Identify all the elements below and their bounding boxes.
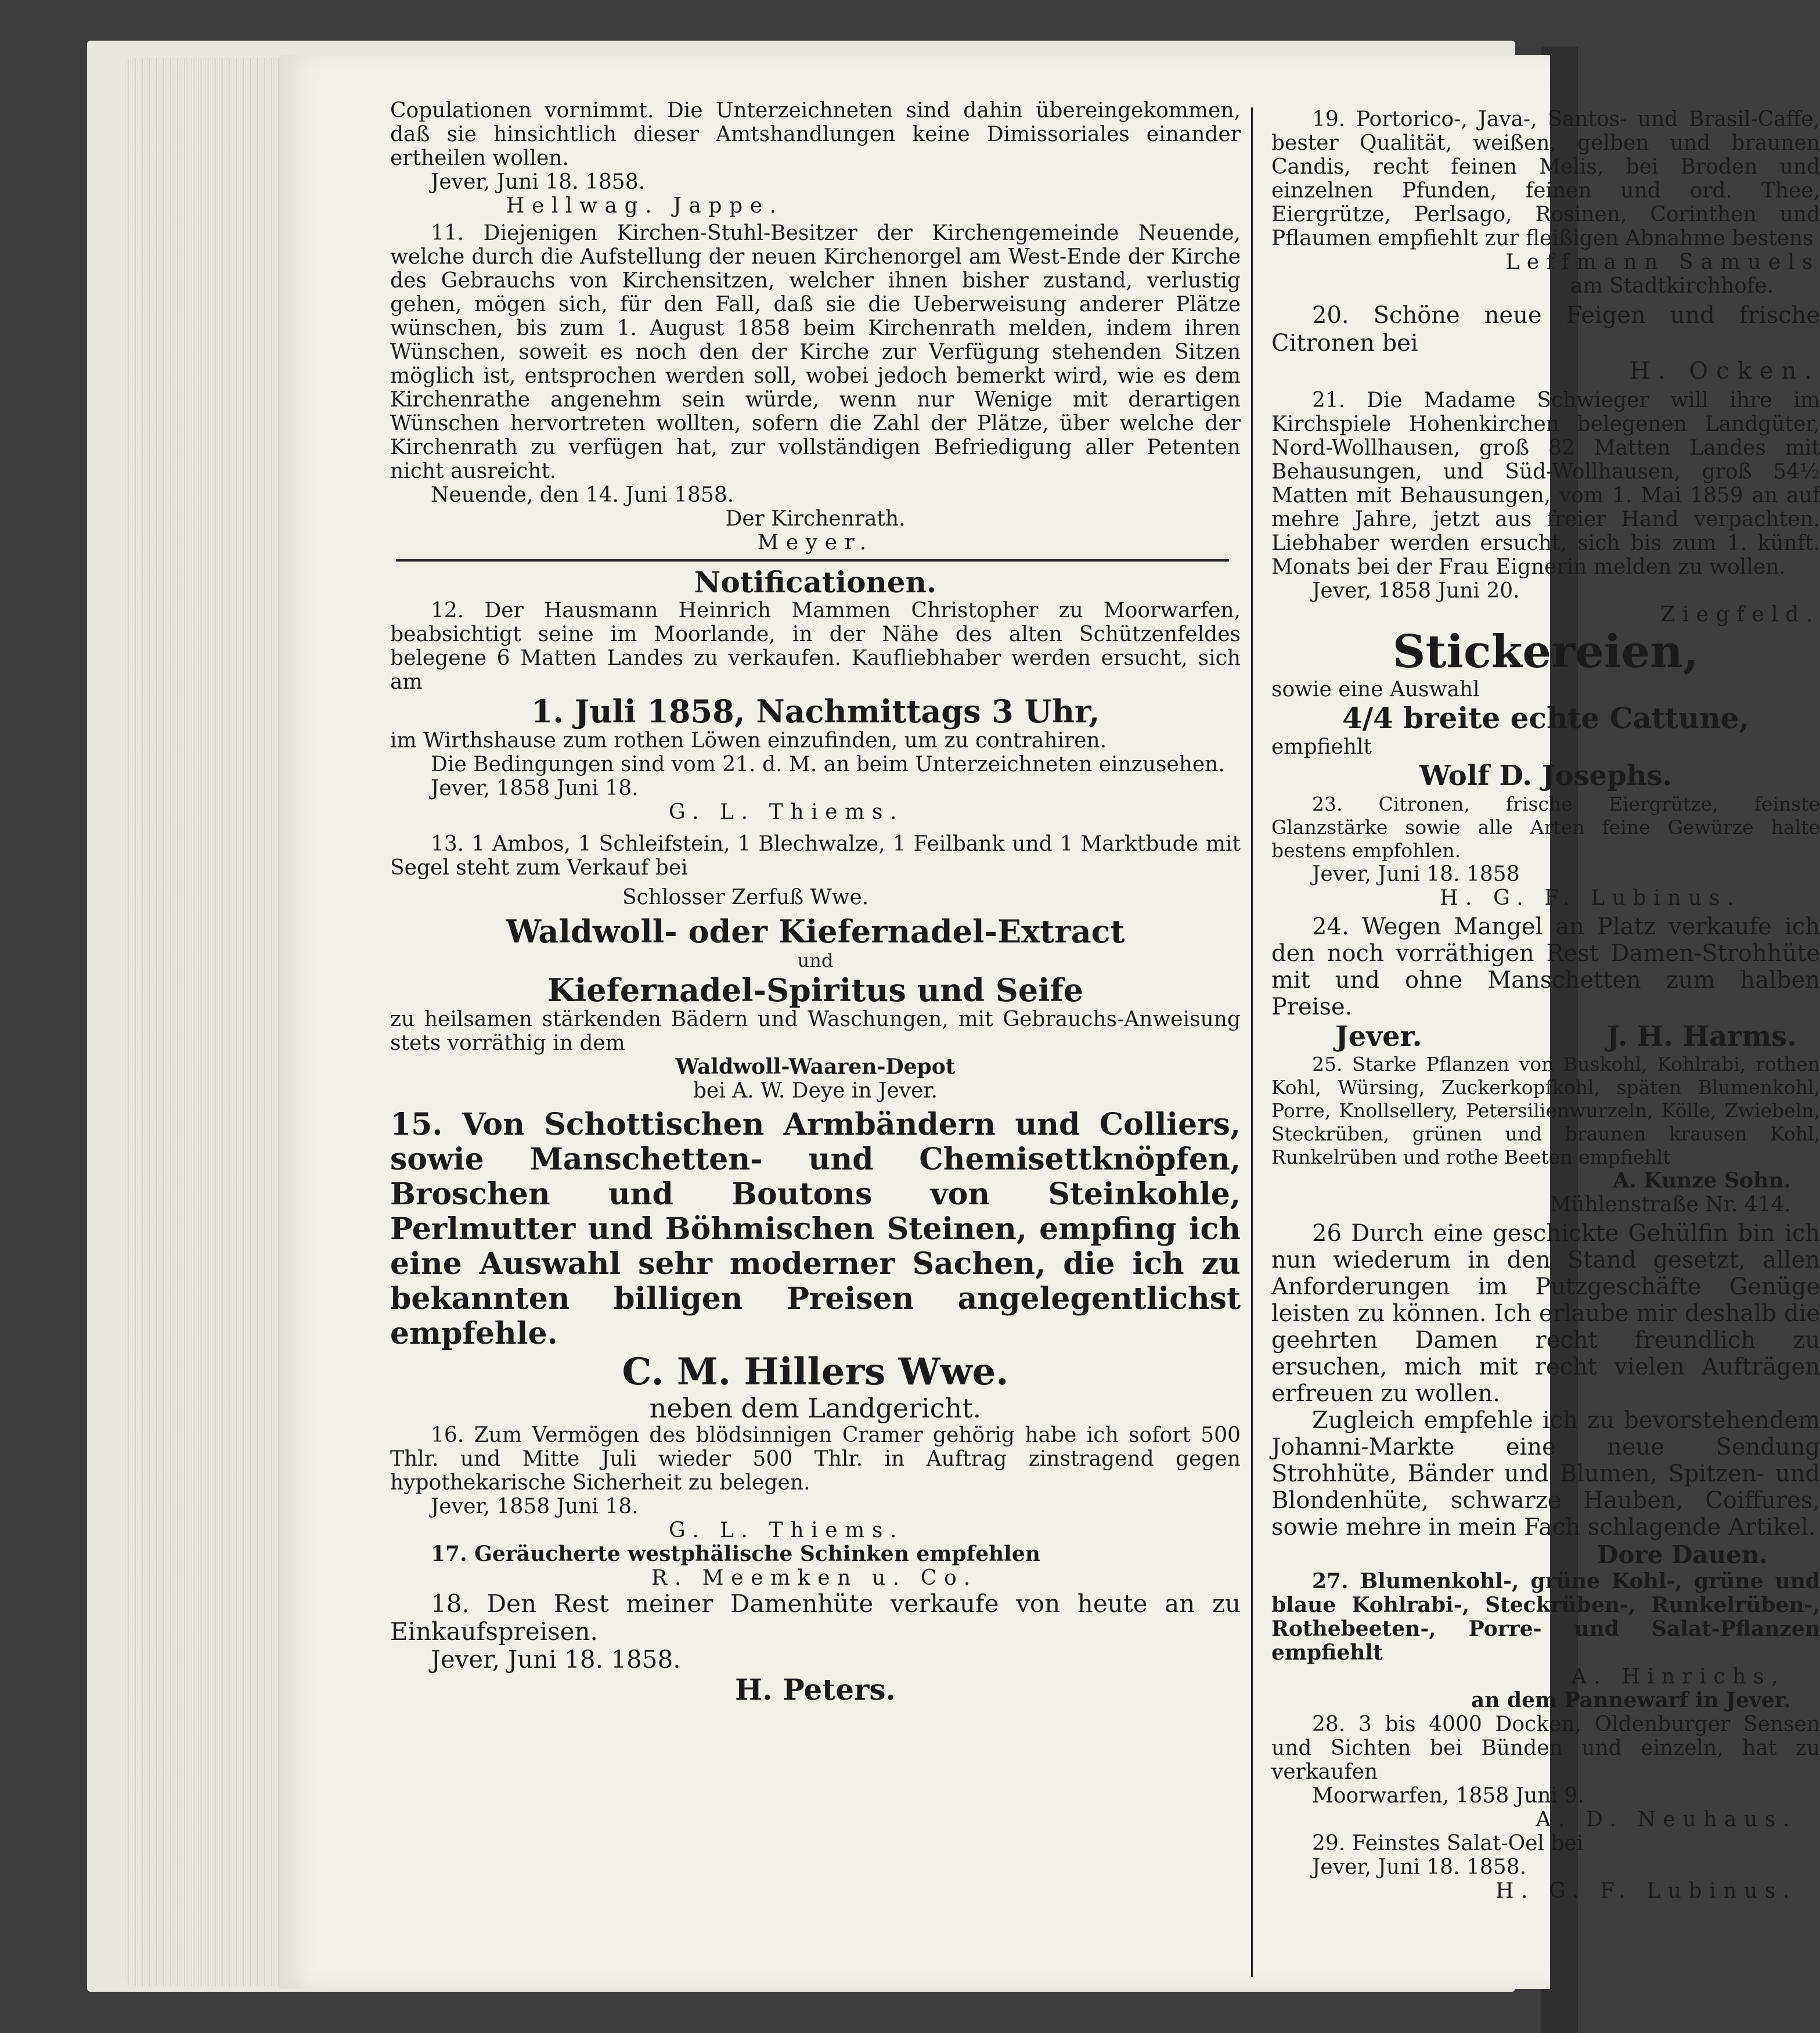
notice-20-signature: H. Ocken. <box>1630 358 1820 384</box>
notice-17-signature: R. Meemken u. Co. <box>651 1566 978 1590</box>
notice-24-place: Jever. <box>1335 1020 1422 1053</box>
notice-23-signature: H. G. F. Lubinus. <box>1440 886 1742 910</box>
notice-14-signature: bei A. W. Deye in Jever. <box>693 1079 938 1103</box>
notice-19: 19. Portorico-, Java-, Santos- und Brasil-Caffe, bester Qualität, weißen, gelben und braunen Candis, recht feinen Melis, bei Broden und einzelnen Pfunden, feinen und ord. Thee, Eiergrütze, Perlsago, Rosinen, Corinthen und Pflaumen empfiehlt zur fleißigen Abnahme bestens <box>1271 107 1820 250</box>
notice-15-address: neben dem Landgericht. <box>649 1392 982 1424</box>
notice-25: 25. Starke Pflanzen von Buskohl, Kohlrabi, rothen Kohl, Würsing, Zuckerkopfkohl, späten Blumenkohl, Porre, Knollsellery, Petersilienwurzeln, Kölle, Zwiebeln, Steckrüben, grünen und braunen krausen Kohl, Runkelrüben und rothe Beeten empfiehlt <box>1271 1053 1820 1168</box>
notice-21-date: Jever, 1858 Juni 20. <box>1312 579 1520 603</box>
notice-26-signature: Dore Dauen. <box>1597 1541 1768 1569</box>
notice-13: 13. 1 Ambos, 1 Schleifstein, 1 Blechwalze, 1 Feilbank und 1 Marktbude mit Segel steht zum Verkauf bei <box>390 832 1241 880</box>
notice-14-depot: Waldwoll-Waaren-Depot <box>675 1055 956 1079</box>
section-divider <box>396 559 1229 562</box>
notice-signature: Hellwag. Jappe. <box>506 194 784 218</box>
notice-27-address: an dem Pannewarf in Jever. <box>1471 1688 1791 1712</box>
notice-24: 24. Wegen Mangel an Platz verkaufe ich den noch vorräthigen Rest Damen-Strohhüte mit und ohne Manschetten zum halben Preise. <box>1271 913 1820 1020</box>
section-heading: Notificationen. <box>694 565 937 599</box>
notice-22-title-2: 4/4 breite echte Cattune, <box>1342 701 1749 735</box>
notice-27-signature: A. Hinrichs, <box>1571 1665 1785 1689</box>
notice-28-signature: A. D. Neuhaus. <box>1536 1808 1797 1832</box>
notice-12-location: im Wirthshause zum rothen Löwen einzufinden, um zu contrahiren. <box>390 729 1107 753</box>
notice-21-signature: Ziegfeld. <box>1660 603 1820 627</box>
notice-12-date: Jever, 1858 Juni 18. <box>431 776 639 800</box>
notice-11-signature: Der Kirchenrath. <box>725 507 906 531</box>
notice-24-signature: J. H. Harms. <box>1606 1020 1797 1053</box>
notice-23-date: Jever, Juni 18. 1858 <box>1312 862 1520 886</box>
notice-22-signature: Wolf D. Josephs. <box>1419 760 1673 792</box>
notice-29-signature: H. G. F. Lubinus. <box>1495 1879 1797 1903</box>
notice-15-signature: C. M. Hillers Wwe. <box>622 1350 1009 1394</box>
notice-22-line: sowie eine Auswahl <box>1271 678 1480 701</box>
notice-22-title: Stickereien, <box>1393 625 1699 678</box>
notice-12-signature: G. L. Thiems. <box>669 800 904 824</box>
notice-14-body: zu heilsamen stärkenden Bädern und Waschungen, mit Gebrauchs-Anweisung stets vorräthig in dem <box>390 1007 1241 1055</box>
column-divider <box>1251 107 1253 1977</box>
notice-22-line-2: empfiehlt <box>1271 735 1372 759</box>
notice-11-signature-name: Meyer. <box>757 531 874 555</box>
notice-20: 20. Schöne neue Feigen und frische Citronen bei <box>1271 302 1820 357</box>
notice-18: 18. Den Rest meiner Damenhüte verkaufe von heute an zu Einkaufspreisen. <box>390 1589 1241 1646</box>
page-edges <box>125 58 299 1986</box>
notice-23: 23. Citronen, frische Eiergrütze, feinste Glanzstärke sowie alle Arten feine Gewürze halte bestens empfohlen. <box>1271 793 1820 862</box>
notice-12-conditions: Die Bedingungen sind vom 21. d. M. an beim Unterzeichneten einzusehen. <box>431 753 1225 776</box>
notice-19-address: am Stadtkirchhofe. <box>1570 274 1774 298</box>
notice-18-signature: H. Peters. <box>735 1672 896 1707</box>
newspaper-page <box>279 55 1820 1989</box>
notice-25-signature: A. Kunze Sohn. <box>1613 1168 1791 1193</box>
notice-11: 11. Diejenigen Kirchen-Stuhl-Besitzer der Kirchengemeinde Neuende, welche durch die Aufstellung der neuen Kirchenorgel am West-Ende der Kirche des Gebrauchs von Kirchensitzen, welcher ihnen bisher zustand, verlustig gehen, mögen sich, für den Fall, daß sie die Ueberweisung anderer Plätze wünschen, bis zum 1. August 1858 beim Kirchenrath melden, indem ihren Wünschen, soweit es noch den der Kirche zur Verfügung stehenden Sitzen möglich ist, entsprochen werden soll, wobei jedoch bemerkt wird, wie es dem Kirchenrathe angenehm sein würde, wenn nur Wenige mit derartigen Wünschen hervortreten wollten, sofern die Zahl der Plätze, über welche der Kirchenrath zu verfügen hat, zur vollständigen Befriedigung aller Petenten nicht ausreicht. <box>390 221 1241 483</box>
notice-12-date-highlight: 1. Juli 1858, Nachmittags 3 Uhr, <box>531 693 1100 730</box>
notice-14-und: und <box>797 949 834 971</box>
notice-27: 27. Blumenkohl-, grüne Kohl-, grüne und blaue Kohlrabi-, Steckrüben-, Runkelrüben-, Rothebeeten-, Porre- und Salat-Pflanzen empfiehlt <box>1271 1569 1820 1665</box>
notice-11-date: Neuende, den 14. Juni 1858. <box>431 483 734 507</box>
notice-19-signature: Leffmann Samuels <box>1505 250 1820 274</box>
notice-18-date: Jever, Juni 18. 1858. <box>431 1645 681 1674</box>
notice-13-signature: Schlosser Zerfuß Wwe. <box>622 886 869 909</box>
notice-date: Jever, Juni 18. 1858. <box>431 170 646 194</box>
notice-26-continued: Zugleich empfehle ich zu bevorstehendem Johanni-Markte eine neue Sendung Strohhüte, Bänder und Blumen, Spitzen- und Blondenhüte, schwarze Hauben, Coiffures, sowie mehre in mein Fach schlagende Artikel. <box>1271 1407 1820 1541</box>
notice-28: 28. 3 bis 4000 Docken, Oldenburger Sensen und Sichten bei Bünden und einzeln, hat zu verkaufen <box>1271 1712 1820 1784</box>
notice-14-title-2: Kiefernadel-Spiritus und Seife <box>547 971 1084 1009</box>
notice-29: 29. Feinstes Salat-Oel bei <box>1312 1832 1584 1855</box>
notice-26: 26 Durch eine geschickte Gehülfin bin ich nun wiederum in den Stand gesetzt, allen Anforderungen im Putzgeschäfte Genüge leisten zu können. Ich erlaube mir deshalb die geehrten Damen recht freundlich zu ersuchen, mich mit recht vielen Aufträgen erfreuen zu wollen. <box>1271 1220 1820 1407</box>
notice-25-address: Mühlenstraße Nr. 414. <box>1549 1193 1791 1217</box>
notice-copulationen: Copulationen vornimmt. Die Unterzeichneten sind dahin übereingekommen, daß sie hinsichtlich dieser Amtshandlungen keine Dimissoriales einander ertheilen wollen. <box>390 99 1241 170</box>
notice-21: 21. Die Madame Schwieger will ihre im Kirchspiele Hohenkirchen belegenen Landgüter, Nord-Wollhausen, groß 82 Matten Landes mit Behausungen, und Süd-Wollhausen, groß 54½ Matten mit Behausungen, vom 1. Mai 1859 an auf mehre Jahre, jetzt aus freier Hand verpachten. Liebhaber werden ersucht, sich bis zum 1. künft. Monats bei der Frau Eignerin melden zu wollen. <box>1271 388 1820 579</box>
notice-14-title: Waldwoll- oder Kiefernadel-Extract <box>506 913 1125 950</box>
notice-16-signature: G. L. Thiems. <box>669 1519 904 1542</box>
notice-17: 17. Geräucherte westphälische Schinken empfehlen <box>431 1542 1040 1566</box>
notice-15: 15. Von Schottischen Armbändern und Colliers, sowie Manschetten- und Chemisettknöpfen, Broschen und Boutons von Steinkohle, Perlmutter und Böhmischen Steinen, empfing ich eine Auswahl sehr moderner Sachen, die ich zu bekannten billigen Preisen angelegentlichst empfehle. <box>390 1107 1241 1351</box>
notice-28-date: Moorwarfen, 1858 Juni 9. <box>1312 1784 1584 1808</box>
notice-16-date: Jever, 1858 Juni 18. <box>431 1495 639 1519</box>
notice-29-date: Jever, Juni 18. 1858. <box>1312 1855 1527 1879</box>
notice-12: 12. Der Hausmann Heinrich Mammen Christopher zu Moorwarfen, beabsichtigt seine im Moorlande, in der Nähe des alten Schützenfeldes belegene 6 Matten Landes zu verkaufen. Kaufliebhaber werden ersucht, sich am <box>390 599 1241 694</box>
notice-16: 16. Zum Vermögen des blödsinnigen Cramer gehörig habe ich sofort 500 Thlr. und Mitte Juli wieder 500 Thlr. in Auftrag zinstragend gegen hypothekarische Sicherheit zu belegen. <box>390 1423 1241 1495</box>
